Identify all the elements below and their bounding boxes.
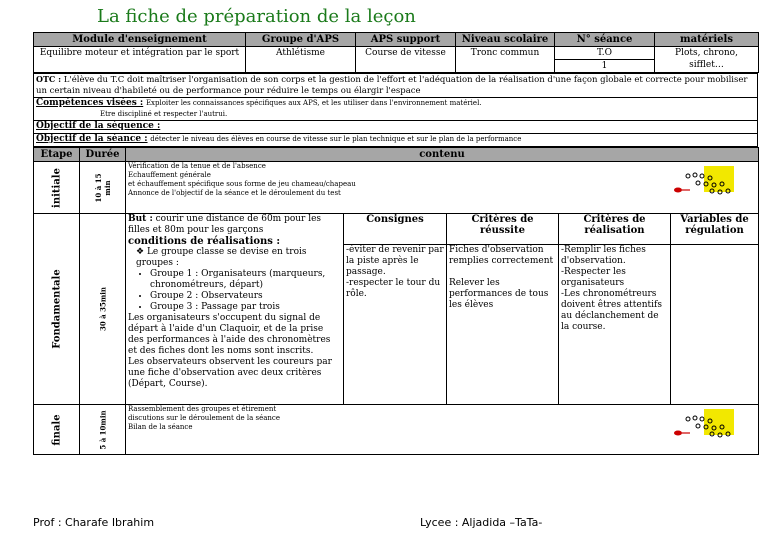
col-niveau: Niveau scolaire xyxy=(456,33,555,47)
list-item: • Groupe 3 : Passage par trois xyxy=(150,302,341,313)
objectives-table xyxy=(33,73,758,147)
initiale-etape: initiale xyxy=(34,162,80,214)
seance-number: 1 xyxy=(555,60,655,73)
initiale-line: Vérification de la tenue et de l'absence xyxy=(128,162,266,170)
contenu-header: contenu xyxy=(126,148,759,162)
finale-line: discutions sur le déroulement de la séance xyxy=(128,414,280,422)
organisateurs-text: Les organisateurs s'occupent du signal de départ à l'aide d'un Claquoir, et de la prise des performances à l'aide des chronomètres et des fiches dont les noms sont inscrits. xyxy=(128,313,331,356)
initiale-line: Echauffement générale xyxy=(128,171,211,179)
objectif-seance-row xyxy=(34,134,758,147)
running-diagram-icon xyxy=(668,409,748,449)
groupe-value: Athlétisme xyxy=(246,47,356,73)
finale-content xyxy=(126,405,759,455)
initiale-content xyxy=(126,162,759,214)
objectif-sequence-label: Objectif de la séquence : xyxy=(36,121,161,131)
col-seance: N° séance xyxy=(555,33,655,47)
header-table xyxy=(33,32,759,73)
finale-etape: finale xyxy=(34,405,80,455)
consignes-value: -éviter de revenir par la piste après le passage. -respecter le tour du rôle. xyxy=(344,245,447,405)
but-text: courir une distance de 60m pour les filles et 80m pour les garçons xyxy=(128,214,322,235)
competences-line2: Etre discipliné et respecter l'autrui. xyxy=(100,110,228,118)
footer-lycee: Lycee : Aljadida –TaTa- xyxy=(420,516,543,529)
fondamentale-duree: 30 à 35min xyxy=(80,214,126,405)
fondamentale-etape: Fondamentale xyxy=(34,214,80,405)
observateurs-text: Les observateurs observent les coureurs par une fiche d'observation avec deux critères (Départ, Course). xyxy=(128,357,332,389)
phases-table xyxy=(33,147,759,455)
objectif-seance-text: détecter le niveau des élèves en course de vitesse sur le plan technique et sur le plan de la performance xyxy=(150,135,522,143)
seance-top: T.O xyxy=(555,47,655,60)
reussite-value: Fiches d'observation remplies correctement Relever les performances de tous les élèves xyxy=(447,245,559,405)
realisation-value: -Remplir les fiches d'observation. -Respecter les organisateurs -Les chronométreurs doivent êtres attentifs au déclanchement de la course. xyxy=(559,245,671,405)
footer-prof: Prof : Charafe Ibrahim xyxy=(33,516,155,529)
realisation-header: Critères de réalisation xyxy=(559,214,671,245)
regulation-header: Variables de régulation xyxy=(671,214,759,245)
otc-label: OTC : xyxy=(36,74,62,84)
col-module: Module d'enseignement xyxy=(34,33,246,47)
competences-row xyxy=(34,98,758,121)
aps-value: Course de vitesse xyxy=(356,47,456,73)
list-item: • Groupe 2 : Observateurs xyxy=(150,291,341,302)
page-title: La fiche de préparation de la leçon xyxy=(97,6,416,27)
initiale-duree: 10 à 15 min xyxy=(80,162,126,214)
regulation-value xyxy=(671,245,759,405)
objectif-sequence-row xyxy=(34,121,758,134)
etape-header: Etape xyxy=(34,148,80,162)
competences-label: Compétences visées : xyxy=(36,98,144,108)
module-value: Equilibre moteur et intégration par le sport xyxy=(34,47,246,73)
materiels-value: Plots, chrono, sifflet… xyxy=(655,47,759,73)
running-diagram-icon xyxy=(668,166,748,206)
but-label: But : xyxy=(128,214,153,224)
otc-text: L'élève du T.C doit maîtriser l'organisation de son corps et la gestion de l'effort et l'adéquation de la réalisation d'une façon globale et correcte pour mobiliser un certain niveau d'habileté ou de performance pour réduire le temps ou élargir l'espace xyxy=(36,75,748,96)
groupes-list xyxy=(128,269,341,313)
col-groupe: Groupe d'APS xyxy=(246,33,356,47)
objectif-seance-label: Objectif de la séance : xyxy=(36,134,148,144)
lesson-sheet xyxy=(33,32,758,455)
finale-line: Rassemblement des groupes et étirement xyxy=(128,405,277,413)
groupes-intro: ❖ Le groupe classe se devise en trois groupes : xyxy=(136,247,307,268)
list-item: • Groupe 1 : Organisateurs (marqueurs, chronométreurs, départ) xyxy=(150,269,341,291)
col-aps: APS support xyxy=(356,33,456,47)
initiale-line: Annonce de l'objectif de la séance et le déroulement du test xyxy=(128,189,341,197)
duree-header: Durée xyxy=(80,148,126,162)
initiale-line: et échauffement spécifique sous forme de jeu chameau/chapeau xyxy=(128,180,356,188)
otc-row xyxy=(34,74,758,98)
col-materiels: matériels xyxy=(655,33,759,47)
niveau-value: Tronc commun xyxy=(456,47,555,73)
fondamentale-content xyxy=(126,214,344,405)
reussite-header: Critères de réussite xyxy=(447,214,559,245)
consignes-header: Consignes xyxy=(344,214,447,245)
conditions-label: conditions de réalisations : xyxy=(128,236,281,247)
finale-duree: 5 à 10min xyxy=(80,405,126,455)
finale-line: Bilan de la séance xyxy=(128,423,193,431)
competences-line1: Exploiter les connaissances spécifiques aux APS, et les utiliser dans l'environnement matériel. xyxy=(145,99,482,107)
